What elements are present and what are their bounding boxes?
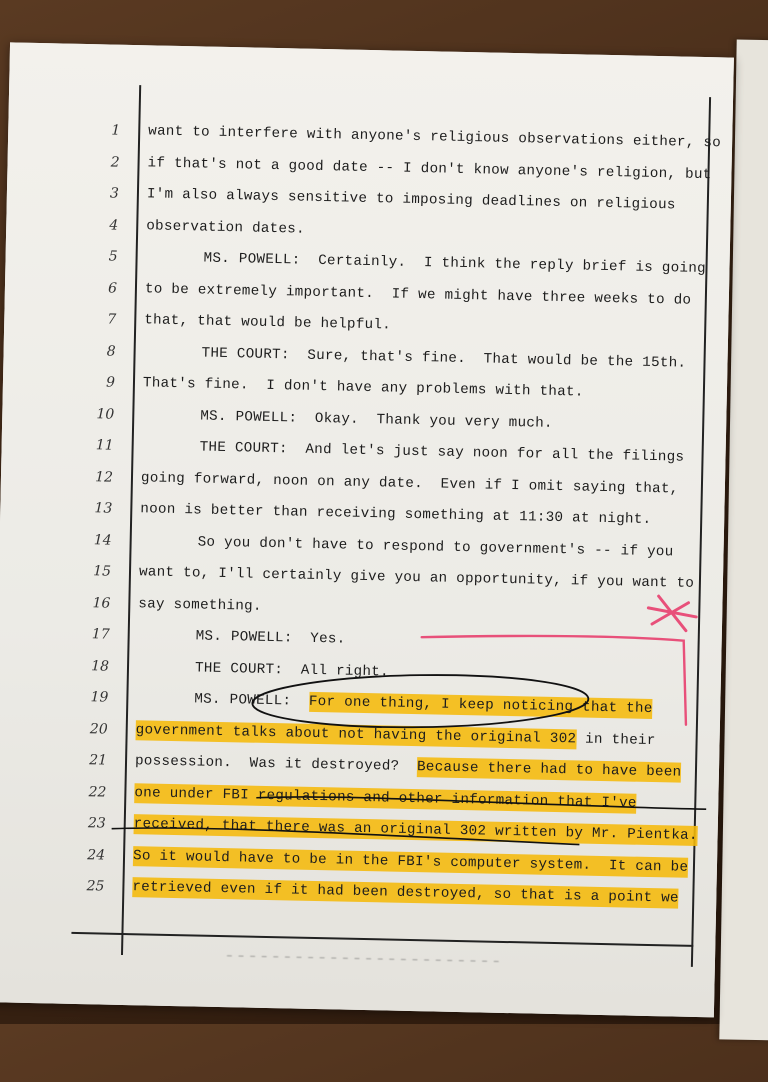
line-number: 23 — [72, 815, 106, 832]
court-reporter-footer: ─ ─ ─ ─ ─ ─ ─ ─ ─ ─ ─ ─ ─ ─ ─ ─ ─ ─ ─ ─ ─ ─ ─ ─ — [227, 952, 500, 967]
line-number: 5 — [83, 248, 117, 265]
transcript-line: that, that would be helpful. — [144, 312, 391, 333]
line-number: 4 — [84, 217, 118, 234]
transcript-line: going forward, noon on any date. Even if I omit saying that, — [141, 470, 679, 497]
line-number: 7 — [82, 311, 116, 328]
line-number-column — [86, 122, 126, 123]
line-number: 24 — [71, 846, 105, 863]
highlighted-text: For one thing, I keep noticing that the — [309, 692, 653, 719]
transcript-line: want to interfere with anyone's religious observations either, so — [148, 123, 721, 151]
pink-star-mark — [648, 596, 697, 631]
highlighted-text: So it would have to be in the FBI's computer system. It can be — [133, 846, 689, 878]
transcript-line — [133, 848, 688, 876]
transcript-text — [148, 123, 708, 135]
line-number: 1 — [86, 122, 120, 139]
transcript-line — [194, 691, 653, 717]
line-number: 3 — [85, 185, 119, 202]
transcript-line: if that's not a good date -- I don't know anyone's religion, but — [147, 155, 711, 183]
bottom-margin-rule — [71, 932, 693, 947]
transcript-line: That's fine. I don't have any problems with that. — [143, 375, 584, 400]
line-text-plain: in their — [576, 731, 656, 749]
transcript-line: noon is better than receiving something at 11:30 at night. — [140, 501, 651, 528]
transcript-line — [134, 785, 637, 812]
transcript-line: So you don't have to respond to government's -- if you — [197, 534, 673, 560]
transcript-line — [135, 753, 682, 780]
transcript-line: MS. POWELL: Yes. — [196, 628, 346, 647]
transcript-line: MS. POWELL: Okay. Thank you very much. — [200, 408, 553, 431]
transcript-line: I'm also always sensitive to imposing deadlines on religious — [147, 186, 676, 213]
line-text-plain: MS. POWELL: — [194, 691, 309, 709]
line-number: 15 — [77, 563, 111, 580]
line-number: 13 — [78, 500, 112, 517]
transcript-line — [136, 722, 656, 749]
line-number: 8 — [81, 342, 115, 359]
line-number: 12 — [79, 468, 113, 485]
transcript-line — [134, 816, 698, 844]
transcript-line: say something. — [138, 596, 262, 615]
line-number: 16 — [76, 594, 110, 611]
line-number: 6 — [83, 280, 117, 297]
transcript-line: MS. POWELL: Certainly. I think the reply brief is going — [203, 251, 706, 278]
transcript-line: to be extremely important. If we might have three weeks to do — [145, 281, 692, 308]
transcript-line: THE COURT: And let's just say noon for all the filings — [199, 439, 684, 465]
transcript-line: THE COURT: Sure, that's fine. That would be the 15th. — [201, 345, 686, 371]
transcript-line: THE COURT: All right. — [195, 660, 389, 680]
highlighted-text: Because there had to have been — [417, 757, 682, 783]
line-number: 22 — [72, 783, 106, 800]
line-number: 19 — [74, 689, 108, 706]
highlighted-text: one under FBI regulations and other information that I've — [134, 783, 637, 814]
line-number: 2 — [85, 154, 119, 171]
line-number: 18 — [75, 657, 109, 674]
highlighted-text: government talks about not having the original 302 — [136, 720, 577, 749]
transcript-line: observation dates. — [146, 218, 305, 237]
line-number: 11 — [79, 437, 113, 454]
line-number: 10 — [80, 405, 114, 422]
line-number: 25 — [70, 878, 104, 895]
highlighted-text: retrieved even if it had been destroyed, so that is a point we — [132, 877, 679, 908]
transcript-line — [132, 879, 679, 906]
line-number: 21 — [73, 752, 107, 769]
transcript-line: want to, I'll certainly give you an opportunity, if you want to — [139, 564, 694, 592]
line-number: 9 — [81, 374, 115, 391]
line-text-plain: possession. Was it destroyed? — [135, 753, 417, 775]
line-number: 20 — [74, 720, 108, 737]
line-number: 17 — [76, 626, 110, 643]
transcript-page — [0, 42, 734, 1017]
line-number: 14 — [78, 531, 112, 548]
highlighted-text: received, that there was an original 302 written by Mr. Pientka. — [134, 814, 698, 846]
